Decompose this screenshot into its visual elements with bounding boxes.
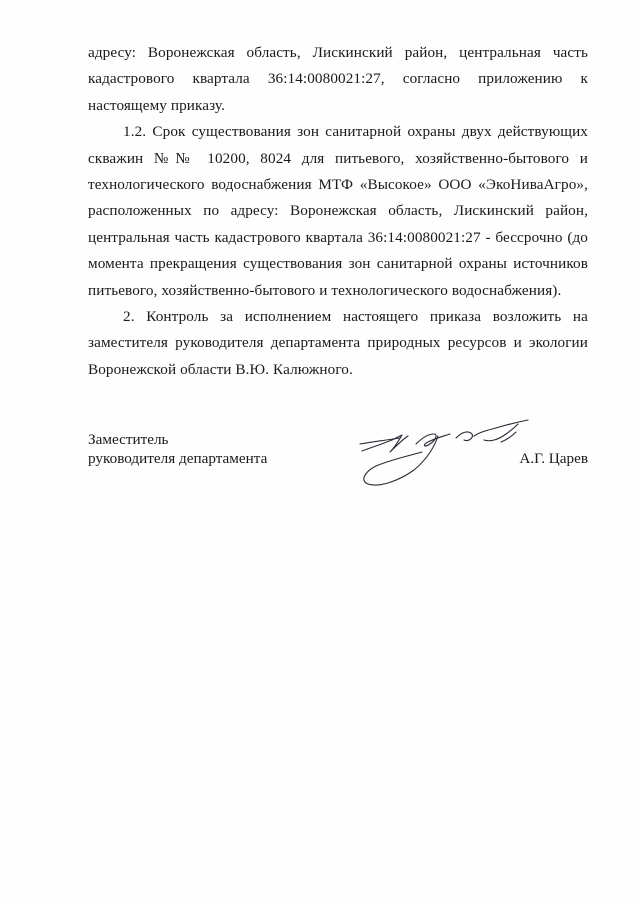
signer-position-line2: руководителя департамента — [88, 450, 268, 467]
signer-position — [88, 430, 267, 468]
paragraph-1-2: 1.2. Срок существования зон санитарной охраны двух действующих скважин №№ 10200, 8024 для питьевого, хозяйственно-бытового и технологического водоснабжения МТФ «Высокое» ООО «ЭкоНиваАгро», расположенных по адресу: Воронежская область, Лискинский район, центральная часть кадастрового квартала 36:14:0080021:27 - бессрочно (до момента прекращения существования зон санитарной охраны источников питьевого, хозяйственно-бытового и технологического водоснабжения). — [88, 123, 588, 299]
paragraph-continuation: адресу: Воронежская область, Лискинский район, центральная часть кадастрового квартала 36:14:0080021:27, согласно приложению к настоящему приказу. — [88, 44, 588, 114]
signature-block — [88, 430, 588, 520]
document-body — [88, 40, 588, 383]
signer-name: А.Г. Царев — [519, 450, 588, 467]
paragraph-2: 2. Контроль за исполнением настоящего приказа возложить на заместителя руководителя департамента природных ресурсов и экологии Воронежской области В.Ю. Калюжного. — [88, 308, 588, 378]
signer-position-line1: Заместитель — [88, 431, 169, 448]
